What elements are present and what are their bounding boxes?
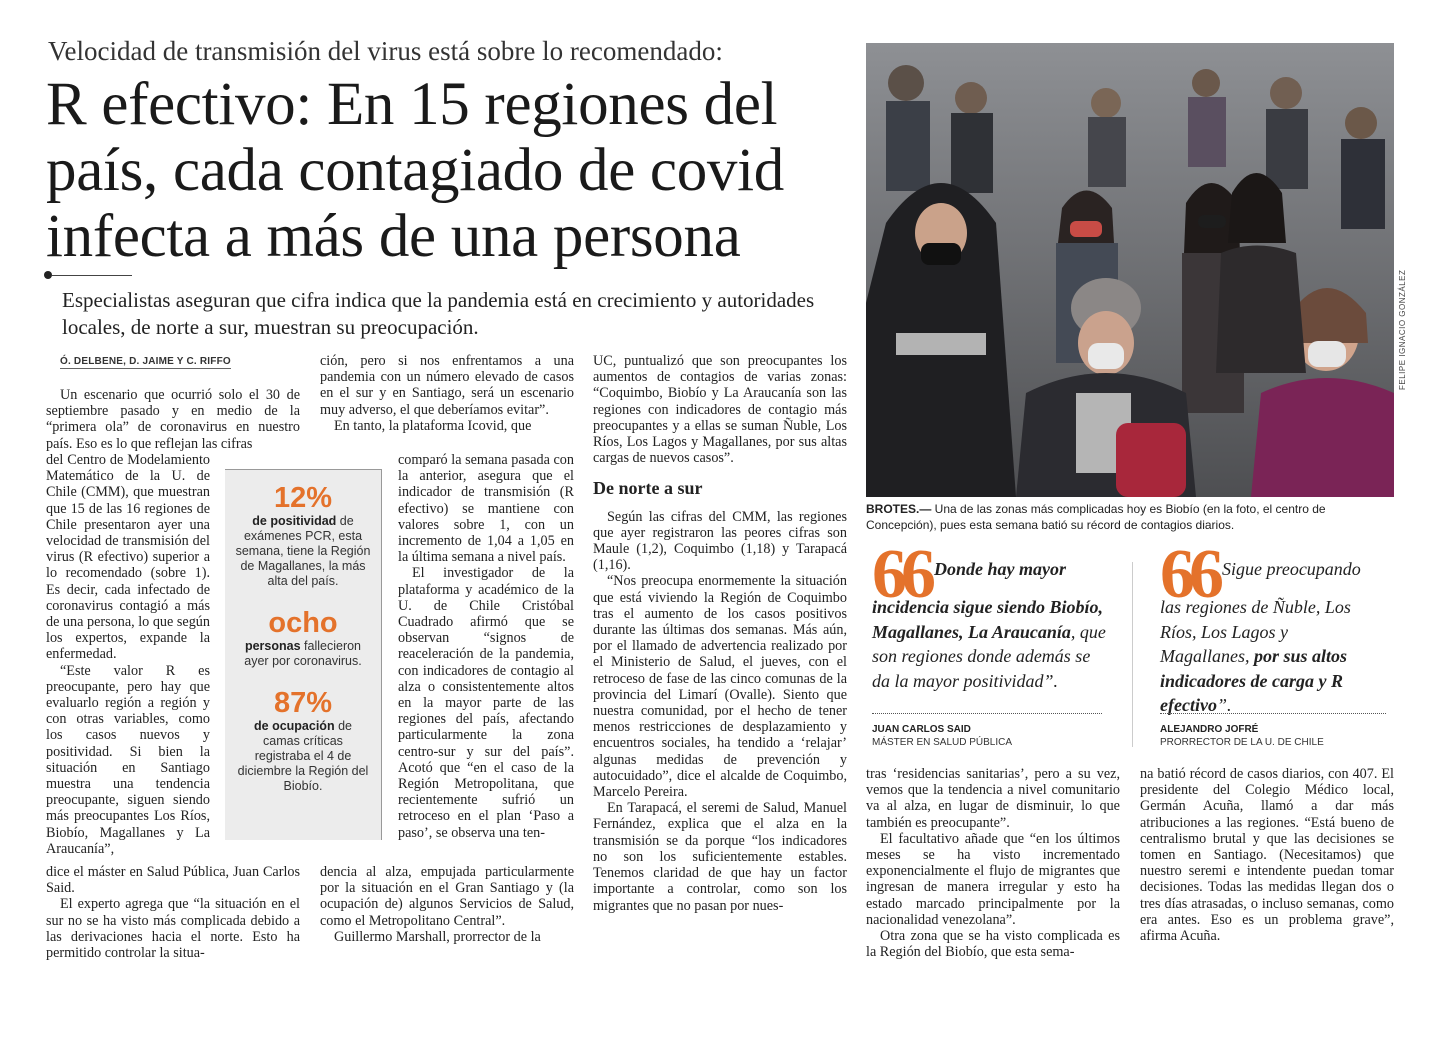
quote-text: , que son regiones donde además se da la mayor positividad”.	[872, 621, 1106, 691]
paragraph: “Nos preocupa enormemente la situación que está viviendo la Región de Coquimbo tras el aumento de los casos positivos durante las últimas dos semanas. Más aún, por el llamado de advertencia realizado por el Ministerio de Salud, el jueves, con el retroceso de fase de las cinco comunas de la provincia del Limarí (Ovalle). Siento que nuestra comunidad, por el hecho de tener menos restricciones de desplazamiento y encuentros sociales, ha tendido a ‘relajar’ algunas medidas de prevención y autocuidado”, dice el alcalde de Coquimbo, Marcelo Pereira.	[593, 573, 847, 801]
byline: Ó. DELBENE, D. JAIME Y C. RIFFO	[60, 356, 231, 367]
paragraph: Un escenario que ocurrió solo el 30 de septiembre pasado y en medio de la “primera ola” de coronavirus en nuestro país. Eso es lo que reflejan las cifras	[46, 387, 300, 452]
quote-mark-icon: 66	[872, 536, 930, 613]
subhead: De norte a sur	[593, 478, 703, 499]
stat-text: de ocupación de camas críticas registraba el 4 de diciembre la Región del Biobío.	[237, 719, 369, 793]
paragraph: El facultativo añade que “en los últimos meses se ha visto incrementado exponencialmente el flujo de migrantes que ingresan de manera irregular y esto ha estado marcado principalmente por la nacionalidad venezolana”.	[866, 830, 1120, 928]
pull-quote-2	[1160, 536, 1380, 718]
paragraph: UC, puntualizó que son preocupantes los aumentos de contagios de varias zonas: “Coquimbo, Biobío y La Araucanía son las regiones con indicadores de contagio más preocupantes y a ellas se suman Ñuble, Los Ríos, Los Lagos y Magallanes, por sus altas cargas de nuevos casos”.	[593, 353, 847, 467]
column-2-bottom	[320, 864, 574, 945]
paragraph: El experto agrega que “la situación en el sur no se ha visto más complicada debido a las derivaciones hacia el norte. Esto ha permitido controlar la situa-	[46, 896, 300, 962]
stat-text: de positividad de exámenes PCR, esta semana, tiene la Región de Magallanes, la más alta del país.	[235, 514, 371, 588]
quote-divider	[1160, 713, 1386, 714]
paragraph: “Este valor R es preocupante, pero hay que evaluarlo región a región y con otras variables, como los casos nuevos y positividad. Si bien la situación en Santiago muestra una tendencia preocupante, siguen siendo más preocupantes Los Ríos, Biobío, Magallanes y La Araucanía”,	[46, 662, 210, 857]
quote-author-role: PRORRECTOR DE LA U. DE CHILE	[1160, 737, 1324, 748]
headline-line-3: infecta a más de una persona	[46, 203, 741, 270]
pull-quote-1	[872, 536, 1108, 693]
quote-text: ”.	[1216, 695, 1232, 715]
paragraph: dencia al alza, empujada particularmente por la situación en el Gran Santiago y (la ocupación de) algunos Servicios de Salud, como el Metropolitano Central”.	[320, 864, 574, 929]
paragraph: El investigador de la plataforma y académico de la U. de Chile Cristóbal Cuadrado afirmó que se observan “signos de reaceleración de la pandemia, con indicadores de contagio al alza o consistentemente altos en la mayor parte de las regiones del país, afectando particularmente la zona centro-sur y sur del país”. Acotó que “en el caso de la Región Metropolitana, que recientemente sufrió un retroceso en el plan ‘Paso a paso’, se observa una ten-	[398, 565, 574, 841]
column-2-wrap	[398, 452, 574, 841]
headline-line-1: R efectivo: En 15 regiones del	[46, 71, 778, 138]
crowd-photo-illustration	[866, 43, 1394, 497]
paragraph: En tanto, la plataforma Icovid, que	[334, 417, 532, 434]
paragraph: del Centro de Modelamiento Matemático de la U. de Chile (CMM), que muestran que 15 de las 16 regiones de Chile presentaron ayer una velocidad de transmisión del virus (R efectivo) superior a lo recomendado (sobre 1). Es decir, cada infectado de coronavirus contagió a más de una persona, lo que según los expertos, expande la enfermedad.	[46, 452, 210, 663]
column-3	[593, 353, 847, 914]
paragraph: dice el máster en Salud Pública, Juan Carlos Said.	[46, 864, 300, 897]
quote-text: Sigue preocupando las regiones de Ñuble, Los Ríos, Los Lagos y Magallanes,	[1160, 559, 1361, 666]
stat-value: 87%	[273, 687, 333, 719]
rule-dot	[44, 271, 52, 279]
column-2-top	[320, 353, 574, 434]
caption-text: Una de las zonas más complicadas hoy es Biobío (en la foto, el centro de Concepción), pues esta semana batió su récord de contagios diarios.	[866, 502, 1326, 532]
quote-author-role: MÁSTER EN SALUD PÚBLICA	[872, 737, 1013, 748]
paragraph: tras ‘residencias sanitarias’, pero a su vez, vemos que la tendencia a nivel comunitario va al alza, en lugar de disminuir, lo que también es preocupante”.	[866, 766, 1120, 831]
paragraph: Guillermo Marshall, prorrector de la	[334, 928, 541, 945]
photo-credit: FELIPE IGNACIO GONZÁLEZ	[1398, 269, 1407, 390]
column-1-top	[46, 387, 300, 452]
rule-line	[52, 275, 132, 276]
stat-value: ocho	[268, 607, 338, 639]
kicker: Velocidad de transmisión del virus está sobre lo recomendado:	[48, 36, 723, 66]
news-photo	[866, 43, 1394, 497]
stat-text: personas fallecieron ayer por coronavirus.	[244, 639, 362, 668]
paragraph: En Tarapacá, el seremi de Salud, Manuel Fernández, explica que el alza en la transmisión se da porque “los indicadores no son los suficientemente estables. Tenemos claridad de que hay un factor importante a controlar, como son los migrantes que no pasan por nues-	[593, 800, 847, 914]
stats-sidebox	[225, 469, 382, 840]
paragraph: Otra zona que se ha visto complicada es la Región del Biobío, que esta sema-	[866, 928, 1120, 961]
deck: Especialistas aseguran que cifra indica que la pandemia está en crecimiento y autoridades locales, de norte a sur, muestran su preocupación.	[62, 288, 815, 339]
headline-line-2: país, cada contagiado de covid	[46, 137, 784, 204]
quote-separator	[1132, 562, 1133, 747]
headline	[46, 72, 846, 270]
column-4	[866, 766, 1120, 960]
quote-bold: Donde hay mayor incidencia sigue siendo Biobío, Magallanes, La Araucanía	[872, 559, 1104, 642]
paragraph: Según las cifras del CMM, las regiones que ayer registraron las peores cifras son Maule (1,2), Coquimbo (1,18) y Tarapacá (1,16).	[593, 508, 847, 574]
paragraph: ción, pero si nos enfrentamos a una pandemia con un número elevado de casos en el sur y en Santiago, será un escenario muy adverso, el que deberíamos evitar”.	[320, 353, 574, 418]
stat-value: 12%	[273, 482, 333, 514]
quote-bold: por sus altos indicadores de carga y R efectivo	[1160, 646, 1348, 715]
column-1-wrap	[46, 452, 210, 857]
column-1-bottom	[46, 864, 300, 961]
column-5	[1140, 766, 1394, 944]
quote-author-name: ALEJANDRO JOFRÉ	[1160, 724, 1259, 735]
paragraph: comparó la semana pasada con la anterior, asegura que el indicador de transmisión (R efectivo) se mantiene con valores sobre 1, con un incremento de 1,04 a 1,05 en la última semana a nivel país.	[398, 452, 574, 566]
paragraph: na batió récord de casos diarios, con 407. El presidente del Colegio Médico local, Germán Acuña, llamó a dar más atribuciones a las regiones. “Está bueno de centralismo brutal y que las decisiones se tomen en Santiago. (Necesitamos) que nuestro seremi e intendente puedan tomar decisiones. Todas las medidas llegan dos o tres días atrasadas, o incluso semanas, como era antes. Eso es un problema grave”, afirma Acuña.	[1140, 766, 1394, 945]
quote-mark-icon: 66	[1160, 536, 1218, 613]
quote-divider	[872, 713, 1102, 714]
photo-caption	[866, 501, 1394, 533]
caption-label: BROTES.—	[866, 502, 932, 516]
quote-author-name: JUAN CARLOS SAID	[872, 724, 971, 735]
